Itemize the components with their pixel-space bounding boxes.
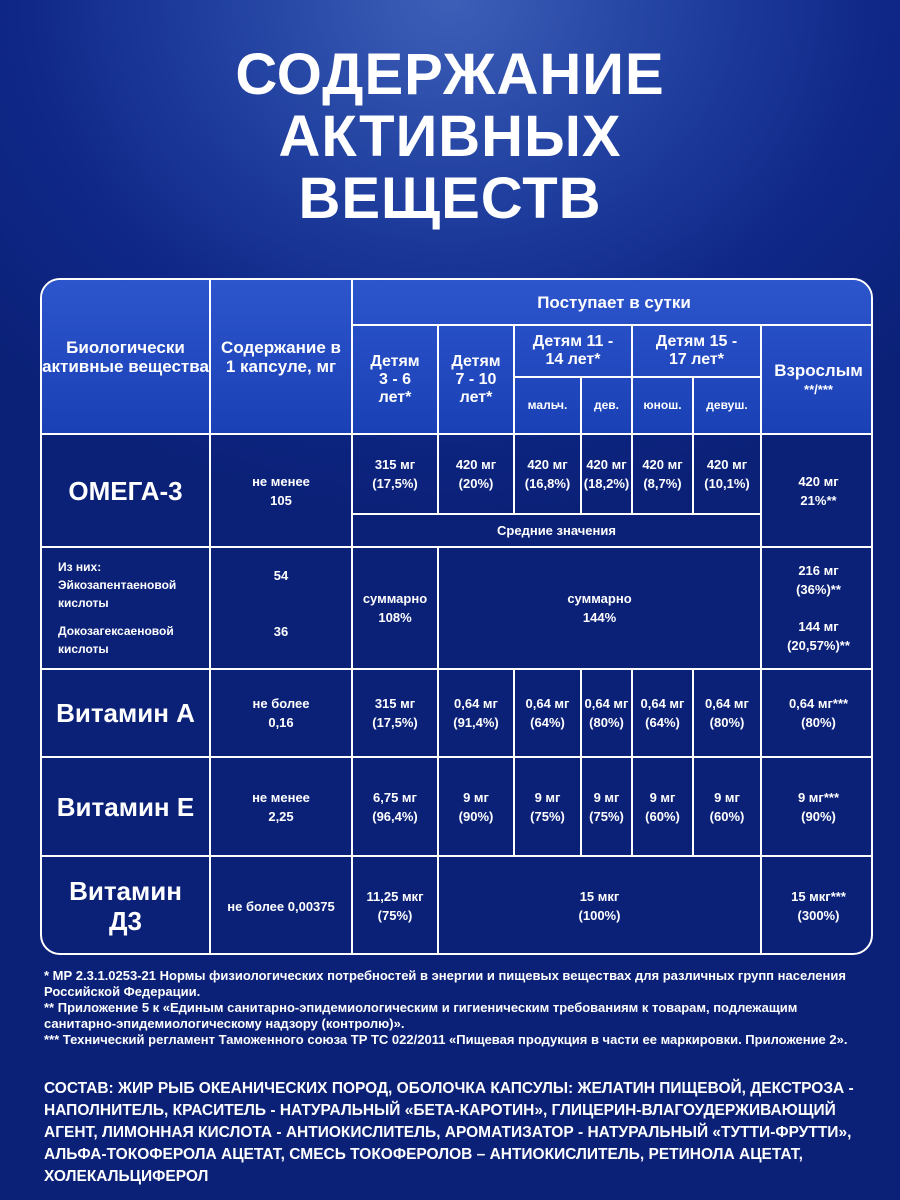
fatty-acids-names [42,548,209,668]
epa-adults: 216 мг (36%)** [796,563,841,597]
omega3-val-adults: 420 мг 21%** [798,473,839,508]
header-children-3-6: Детям 3 - 6 лет* [370,352,420,406]
omega3-val-7-10: 420 мг (20%) [455,457,497,491]
header-young-women: девуш. [706,398,748,412]
vitamin-a-val-young-women: 0,64 мг (80%) [705,696,749,730]
footnotes [44,968,864,1048]
vitamin-a-val-boys: 0,64 мг (64%) [525,696,570,730]
header-girls: дев. [593,398,619,412]
fatty-acids-sum-7-17: суммарно 144% [567,591,632,625]
vitamin-e-val-young-women: 9 мг (60%) [709,789,745,824]
header-adults [762,326,873,433]
omega3-val-3-6: 315 мг (17,5%) [372,457,418,491]
vitamin-e-val-girls: 9 мг (75%) [589,789,624,824]
vitamin-e-val-adults: 9 мг*** (90%) [797,789,840,824]
header-children-7-10: Детям 7 - 10 лет* [451,352,501,406]
vitamin-e-content: не менее 2,25 [252,789,310,824]
fatty-acids-sum-3-6: суммарно 108% [362,591,428,625]
dha-content: 36 [273,623,289,639]
omega3-average-note: Средние значения [497,523,616,538]
omega3-val-girls: 420 мг (18,2%) [583,457,630,491]
composition: СОСТАВ: ЖИР РЫБ ОКЕАНИЧЕСКИХ ПОРОД, ОБОЛОЧКА КАПСУЛЫ: ЖЕЛАТИН ПИЩЕВОЙ, ДЕКСТРОЗА - НАПОЛНИТЕЛЬ, КРАСИТЕЛЬ - НАТУРАЛЬНЫЙ «БЕТА-КАРОТИН», ГЛИЦЕРИН-ВЛАГОУДЕРЖИВАЮЩИЙ АГЕНТ, ЛИМОННАЯ КИСЛОТА - АНТИОКИСЛИТЕЛЬ, АРОМАТИЗАТОР - НАТУРАЛЬНЫЙ «ТУТТИ-ФРУТТИ», АЛЬФА-ТОКОФЕРОЛА АЦЕТАТ, СМЕСЬ ТОКОФЕРОЛОВ – АНТИОКИСЛИТЕЛЬ, РЕТИНОЛА АЦЕТАТ, ХОЛЕКАЛЬЦИФЕРОЛ [44,1080,854,1185]
title-line-1: СОДЕРЖАНИЕ [235,42,665,107]
omega3-val-youths: 420 мг (8,7%) [642,457,683,491]
footnote-3: *** Технический регламент Таможенного союза ТР ТС 022/2011 «Пищевая продукция в части ее маркировки. Приложение 2». [44,1032,848,1047]
header-adults-note: **/*** [804,381,833,397]
omega3-content: не менее 105 [252,473,310,508]
vitamin-d3-content: не более 0,00375 [227,898,335,914]
vitamin-e-val-3-6: 6,75 мг (96,4%) [372,789,418,824]
vitamin-a-val-7-10: 0,64 мг (91,4%) [453,696,499,730]
vitamin-d3-val-adults: 15 мкг*** (300%) [791,889,846,923]
vitamin-a-name: Витамин А [56,698,195,728]
header-children-15-17: Детям 15 - 17 лет* [655,333,738,368]
header-children-11-14: Детям 11 - 14 лет* [532,333,614,368]
vitamin-d3-val-7-17: 15 мкг (100%) [578,889,621,923]
header-daily-intake: Поступает в сутки [537,292,691,312]
vitamin-a-val-girls: 0,64 мг (80%) [584,696,629,730]
vitamin-e-name: Витамин Е [56,791,195,822]
vitamin-d3-val-3-6: 11,25 мкг (75%) [366,889,424,923]
title-line-2: АКТИВНЫХ [278,104,622,169]
omega3-val-boys: 420 мг (16,8%) [524,457,571,491]
vitamin-d3-name: Витамин Д3 [69,876,182,936]
header-boys: мальч. [527,398,568,412]
vitamin-a-val-adults: 0,64 мг*** (80%) [788,696,849,730]
vitamin-e-val-youths: 9 мг (60%) [645,789,680,824]
dha-adults: 144 мг (20,57%)** [787,619,850,653]
header-substance: Биологически активные вещества [42,337,209,376]
dha-name: Докозагексаеновой кислоты [58,624,174,656]
epa-content: 54 [273,567,289,583]
fatty-acids-intro: Из них: [58,560,102,574]
header-adults-label: Взрослым [774,360,863,380]
vitamin-a-content: не более 0,16 [252,696,310,730]
vitamin-a-val-youths: 0,64 мг (64%) [640,696,685,730]
header-content: Содержание в 1 капсуле, мг [221,337,341,376]
header-youths: юнош. [643,398,682,412]
vitamin-e-val-7-10: 9 мг (90%) [458,789,494,824]
omega3-val-young-women: 420 мг (10,1%) [704,457,750,491]
vitamin-a-val-3-6: 315 мг (17,5%) [372,696,418,730]
vitamin-e-val-boys: 9 мг (75%) [530,789,565,824]
footnote-1: * МР 2.3.1.0253-21 Нормы физиологических потребностей в энергии и пищевых веществах для различных групп населения Российской Федерации. [44,968,846,999]
page-title [0,44,900,230]
title-line-3: ВЕЩЕСТВ [298,166,602,231]
nutrient-table [40,278,873,955]
epa-name: Эйкозапентаеновой кислоты [58,578,177,610]
omega3-name: ОМЕГА-3 [68,475,183,506]
footnote-2: ** Приложение 5 к «Единым санитарно-эпидемиологическим и гигиеническим требованиям к товарам, подлежащим санитарно-эпидемиологическому надзору (контролю)». [44,1000,798,1031]
